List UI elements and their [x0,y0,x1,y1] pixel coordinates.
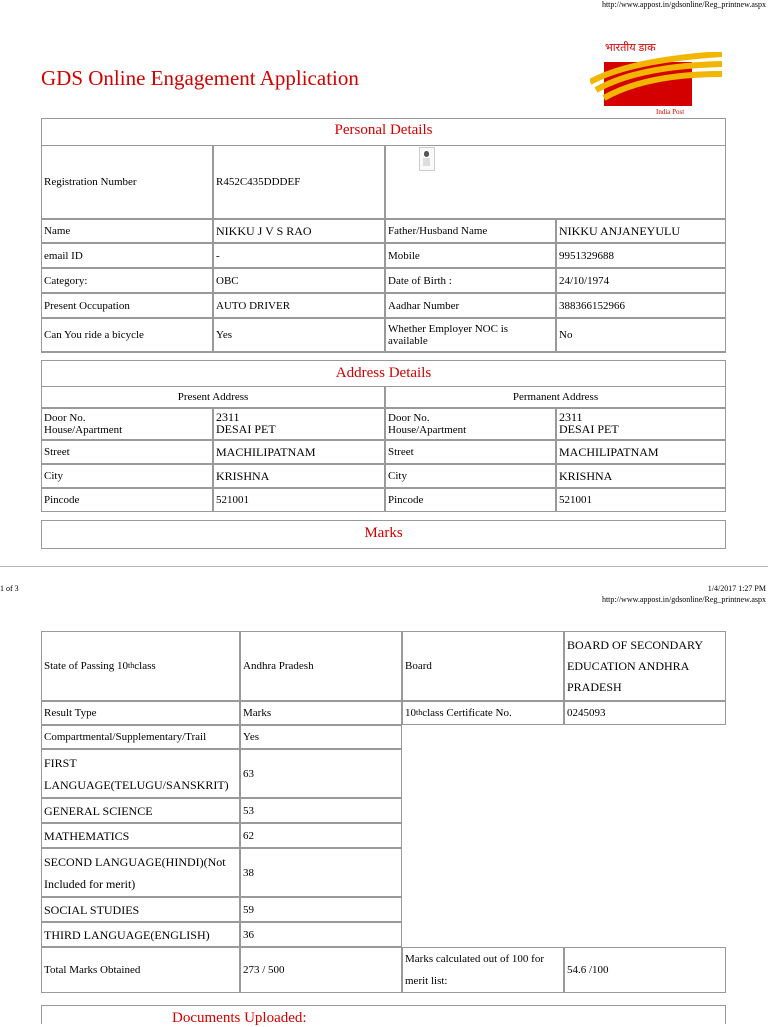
permanent-address-heading: Permanent Address [385,386,726,408]
noc-label: Whether Employer NOC is available [385,318,556,352]
noc-value: No [556,318,726,352]
state-of-passing-label: State of Passing 10 th class [41,631,240,701]
result-type-value: Marks [240,701,402,725]
present-pincode-value: 521001 [213,488,385,512]
photo-cell [385,145,726,219]
father-name-value: NIKKU ANJANEYULU [556,219,726,243]
cert-label-suffix: class Certificate No. [422,707,512,719]
subject-marks: 62 [240,823,402,848]
house-apartment-value: DESAI PET [559,422,619,436]
present-door-label [41,408,213,440]
present-street-label: Street [41,440,213,464]
permanent-street-value: MACHILIPATNAM [556,440,726,464]
personal-details-header: Personal Details [334,122,433,138]
compartmental-label: Compartmental/Supplementary/Trail [41,725,240,749]
permanent-pincode-label: Pincode [385,488,556,512]
present-pincode-label: Pincode [41,488,213,512]
permanent-pincode-value: 521001 [556,488,726,512]
applicant-photo [419,147,435,171]
permanent-door-value [556,408,726,440]
permanent-street-label: Street [385,440,556,464]
house-apartment-label: House/Apartment [44,424,123,436]
mobile-value: 9951329688 [556,243,726,268]
email-label: email ID [41,243,213,268]
email-value: - [213,243,385,268]
father-name-label: Father/Husband Name [385,219,556,243]
page-break [0,566,768,567]
subject-label: SECOND LANGUAGE(HINDI)(Not Included for merit) [41,848,240,897]
door-no-value: 2311 [216,410,240,424]
merit-marks-value: 54.6 /100 [564,947,726,993]
board-value: BOARD OF SECONDARY EDUCATION ANDHRA PRADESH [564,631,726,701]
permanent-city-value: KRISHNA [556,464,726,488]
bicycle-label: Can You ride a bicycle [41,318,213,352]
logo-english-text: India Post [656,108,685,116]
present-address-heading: Present Address [41,386,385,408]
subject-label: FIRST LANGUAGE(TELUGU/SANSKRIT) [41,749,240,798]
logo-hindi-text: भारतीय डाक [605,42,656,54]
house-apartment-label: House/Apartment [388,424,467,436]
aadhar-value: 388366152966 [556,293,726,318]
present-city-value: KRISHNA [213,464,385,488]
certificate-no-label: 10 th class Certificate No. [402,701,564,725]
subject-marks: 53 [240,798,402,823]
category-label: Category: [41,268,213,293]
present-city-label: City [41,464,213,488]
bicycle-value: Yes [213,318,385,352]
permanent-city-label: City [385,464,556,488]
subject-label: THIRD LANGUAGE(ENGLISH) [41,922,240,947]
marks-header: Marks [364,525,403,541]
page-title: GDS Online Engagement Application [41,66,359,90]
occupation-label: Present Occupation [41,293,213,318]
state-of-passing-value: Andhra Pradesh [240,631,402,701]
subject-label: SOCIAL STUDIES [41,897,240,922]
door-no-label: Door No. [388,412,430,424]
documents-header: Documents Uploaded: [172,1010,307,1026]
address-details-header: Address Details [335,365,432,381]
present-street-value: MACHILIPATNAM [213,440,385,464]
print-datetime: 1/4/2017 1:27 PM [707,584,766,593]
category-value: OBC [213,268,385,293]
subject-marks: 63 [240,749,402,798]
dob-value: 24/10/1974 [556,268,726,293]
occupation-value: AUTO DRIVER [213,293,385,318]
india-post-logo [590,40,722,118]
reg-number-value: R452C435DDDEF [213,145,385,219]
present-door-value [213,408,385,440]
permanent-door-label [385,408,556,440]
page-url[interactable]: http://www.appost.in/gdsonline/Reg_printnew.aspx [601,0,766,9]
board-label: Board [402,631,564,701]
page-url[interactable]: http://www.appost.in/gdsonline/Reg_printnew.aspx [601,595,766,604]
aadhar-label: Aadhar Number [385,293,556,318]
marks-section [41,520,726,549]
compartmental-value: Yes [240,725,402,749]
door-no-label: Door No. [44,412,86,424]
state-label-text: State of Passing 10 [44,660,129,672]
subject-marks: 38 [240,848,402,897]
mobile-label: Mobile [385,243,556,268]
dob-label: Date of Birth : [385,268,556,293]
certificate-no-value: 0245093 [564,701,726,725]
door-no-value: 2311 [559,410,583,424]
documents-section [41,1005,726,1024]
india-post-emblem-icon [590,52,722,108]
name-label: Name [41,219,213,243]
subject-marks: 59 [240,897,402,922]
page-number: 1 of 3 [0,584,19,593]
subject-marks: 36 [240,922,402,947]
reg-number-label: Registration Number [41,145,213,219]
total-marks-label: Total Marks Obtained [41,947,240,993]
merit-marks-label: Marks calculated out of 100 for merit list: [402,947,564,993]
state-label-suffix: class [134,660,156,672]
result-type-label: Result Type [41,701,240,725]
total-marks-value: 273 / 500 [240,947,402,993]
name-value: NIKKU J V S RAO [213,219,385,243]
subject-label: GENERAL SCIENCE [41,798,240,823]
subject-label: MATHEMATICS [41,823,240,848]
house-apartment-value: DESAI PET [216,422,276,436]
cert-label-text: 10 [405,707,416,719]
